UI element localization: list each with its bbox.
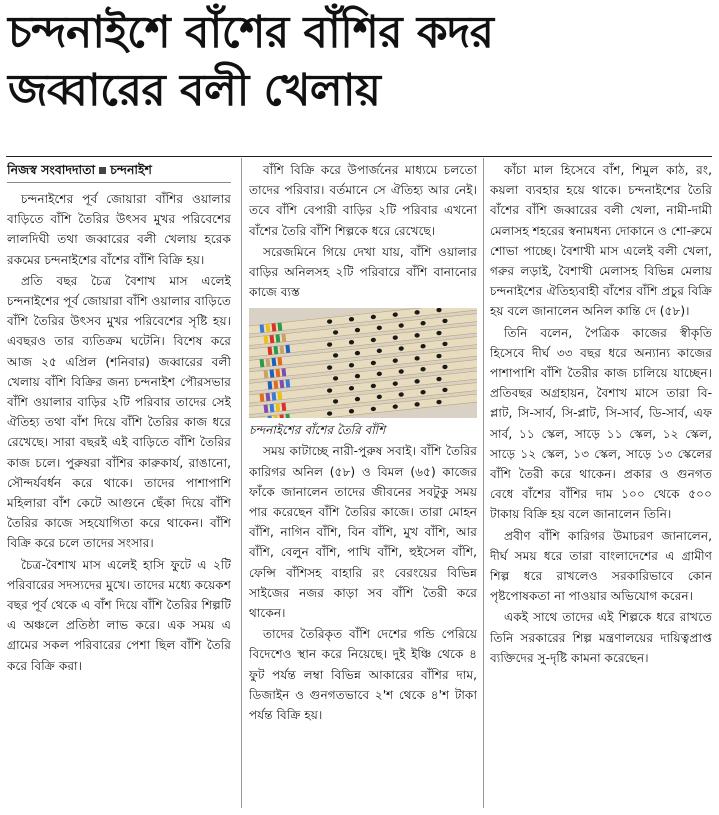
article-column-2 (249, 160, 477, 810)
paragraph: বাঁশি বিক্রি করে উপার্জনের মাধ্যমে চলতো তাদের পরিবার। বর্তমানে সে ঐতিহ্য আর নেই। তবে বাঁশি বেপারী বাড়ির ২টি পরিবার এখনো বাঁশের তৈরি বাঁশি শিল্পকে ধরে রেখেছে। (249, 163, 477, 238)
paragraph: সরেজমিনে গিয়ে দেখা যায়, বাঁশি ওয়ালার বাড়ির অনিলসহ ২টি পরিবারে বাঁশি বানানোর কাজে ব্যস্ত (249, 244, 477, 300)
paragraph: তিনি বলেন, পৈত্রিক কাজের স্বীকৃতি হিসেবে দীর্ঘ ৩৩ বছর ধরে অন্যান্য কাজের পাশাপাশি বাঁশি তৈরীর কাজ চালিয়ে যাচ্ছেন। প্রতিবছর অগ্রহায়ন, বৈশাখ মাসে তারা বি-প্লাট, সি-সার্ব, সি-প্লাট, সি-সার্ব, ডি-সার্ব, এফ সার্ব, ১১ স্কেল, সাড়ে ১১ স্কেল, ১২ স্কেল, সাড়ে ১২ স্কেল, ১৩ স্কেল, সাড়ে ১৩ স্কেলের বাঁশি তৈরী করে থাকেন। প্রকার ও গুনগত বেধে বাঁশের বাঁশির দাম ১০০ থেকে ৫০০ টাকায় বিক্রি হয় বলে জানালেন তিনি। (490, 325, 712, 522)
paragraph: প্রতি বছর চৈত্র বৈশাখ মাস এলেই চন্দনাইশের পূর্ব জোয়ারা বাঁশি ওয়ালার বাড়িতে বাঁশি তৈরির উৎসব মুখর পরিবেশের সৃষ্টি হয়। এবছরও তার ব্যতিক্রম ঘটেনি। বিশেষ করে আজ ২৫ এপ্রিল (শনিবার) জব্বারের বলী খেলায় বাঁশি বিক্রির জন্য চন্দনাইশ পৌরসভার বাঁশি ওয়ালার বাড়ির ২টি পরিবার তাদের সেই ঐতিহ্য তথা বাঁশ দিয়ে বাঁশি তৈরির কাজ ধরে রেখেছে। সারা বছরই এই বাড়িতে বাঁশি তৈরির কাজ চলে। পুরুষরা বাঁশির কারুকার্য, রাঙানো, সৌন্দর্যবর্ধন করে থাকে। তাদের পাশাপাশি মহিলারা বাঁশ কেটে আগুনে ছেঁকা দিয়ে বাঁশি তৈরির কাজে সহযোগিতা করে থাকেন। বাঁশি বিক্রি করে চলে তাদের সংসার। (7, 273, 231, 551)
paragraph: চৈত্র-বৈশাখ মাস এলেই হাসি ফুটে এ ২টি পরিবারের সদস্যদের মুখে। তাদের মধ্যে কয়েকশ বছর পূর্ব থেকে এ বাঁশ দিয়ে বাঁশি তৈরির শিল্পটি এ অঞ্চলে প্রতিষ্ঠা লাভ করে। এক সময় এ গ্রামের সকল পরিবারের পেশা ছিল বাঁশি তৈরি করে বিক্রি করা। (7, 557, 231, 673)
flutes-photo (249, 308, 477, 418)
headline-line-1: চন্দনাইশে বাঁশের বাঁশির কদর (8, 7, 494, 58)
column-divider-1 (241, 158, 242, 808)
square-bullet-icon (99, 167, 106, 174)
headline-divider (6, 156, 712, 157)
headline-line-2: জব্বারের বলী খেলায় (8, 65, 381, 116)
bamboo-flutes-image (249, 308, 477, 418)
paragraph: সময় কাটাচ্ছে নারী-পুরুষ সবাই। বাঁশি তৈরির কারিগর অনিল (৫৮) ও বিমল (৬৫) কাজের ফাঁকে জানালেন তাদের জীবনের সবটুকু সময় পার করেছেন বাঁশি তৈরির কাজে। তারা মোহন বাঁশি, নাগিন বাঁশি, বিন বাঁশি, মুখ বাঁশি, আর বাঁশি, বেলুন বাঁশি, পাখি বাঁশি, হুইসেল বাঁশি, ফেন্সি বাঁশিসহ বাহারি রং বেরংয়ের বিভিন্ন সাইজের নজর কাড়া সব বাঁশি তৈরী করে থাকেন। (249, 444, 477, 621)
paragraph: একই সাথে তাদের এই শিল্পকে ধরে রাখতে তিনি সরকারের শিল্প মন্ত্রণালয়ের দায়িত্বপ্রাপ্ত ব্যক্তিদের সু-দৃষ্টি কামনা করেছেন। (490, 610, 712, 665)
paragraph: কাঁচা মাল হিসেবে বাঁশ, শিমুল কাঠ, রং, কয়লা ব্যবহার হয়ে থাকে। চন্দনাইশের তৈরি বাঁশের বাঁশি জব্বারের বলী খেলা, নামী-দামী মেলাসহ শহরের স্বনামধন্য দোকানে ও শো-রুমে শোভা পাচ্ছে। বৈশাখী মাস এলেই বলী খেলা, গরুর লড়াই, বৈশাখী মেলাসহ বিভিন্ন মেলায় চন্দনাইশের ঐতিহ্যবাহী বাঁশের বাঁশি প্রচুর বিক্রি হয় বলে জানালেন অনিল কান্তি দে (৫৮)। (490, 163, 712, 319)
headline (8, 4, 708, 120)
column-divider-2 (483, 158, 484, 808)
paragraph: চন্দনাইশের পূর্ব জোয়ারা বাঁশির ওয়ালার বাড়িতে বাঁশি তৈরির উৎসব মুখর পরিবেশের লালদিঘী তথা জব্বারের বলী খেলায় হরেক রকমের চন্দনাইশের বাঁশের বাঁশি বিক্রি হয়। (7, 192, 231, 267)
byline-reporter: নিজস্ব সংবাদদাতা (7, 162, 96, 177)
article-column-3 (490, 160, 712, 810)
byline (7, 160, 231, 183)
byline-location: চন্দনাইশ (110, 162, 152, 177)
paragraph: তাদের তৈরিকৃত বাঁশি দেশের গন্ডি পেরিয়ে বিদেশেও স্থান করে নিয়েছে। দুই ইঞ্চি থেকে ৪ ফুট পর্যন্ত লম্বা বিভিন্ন আকারের বাঁশির দাম, ডিজাইন ও গুনগতভাবে ২'শ থেকে ৪'শ টাকা পর্যন্ত বিক্রি হয়। (249, 627, 477, 723)
photo-caption: চন্দনাইশের বাঁশের তৈরি বাঁশি (249, 423, 386, 438)
article-column-1 (7, 160, 231, 810)
paragraph: প্রবীণ বাঁশি কারিগর উমাচরণ জানালেন, দীর্ঘ সময় ধরে তারা বাংলাদেশের এ গ্রামীণ শিল্প ধরে রাখলেও সরকারিভাবে কোন পৃষ্টপোষকতা না পাওয়ার অভিযোগ করেন। (490, 528, 712, 604)
